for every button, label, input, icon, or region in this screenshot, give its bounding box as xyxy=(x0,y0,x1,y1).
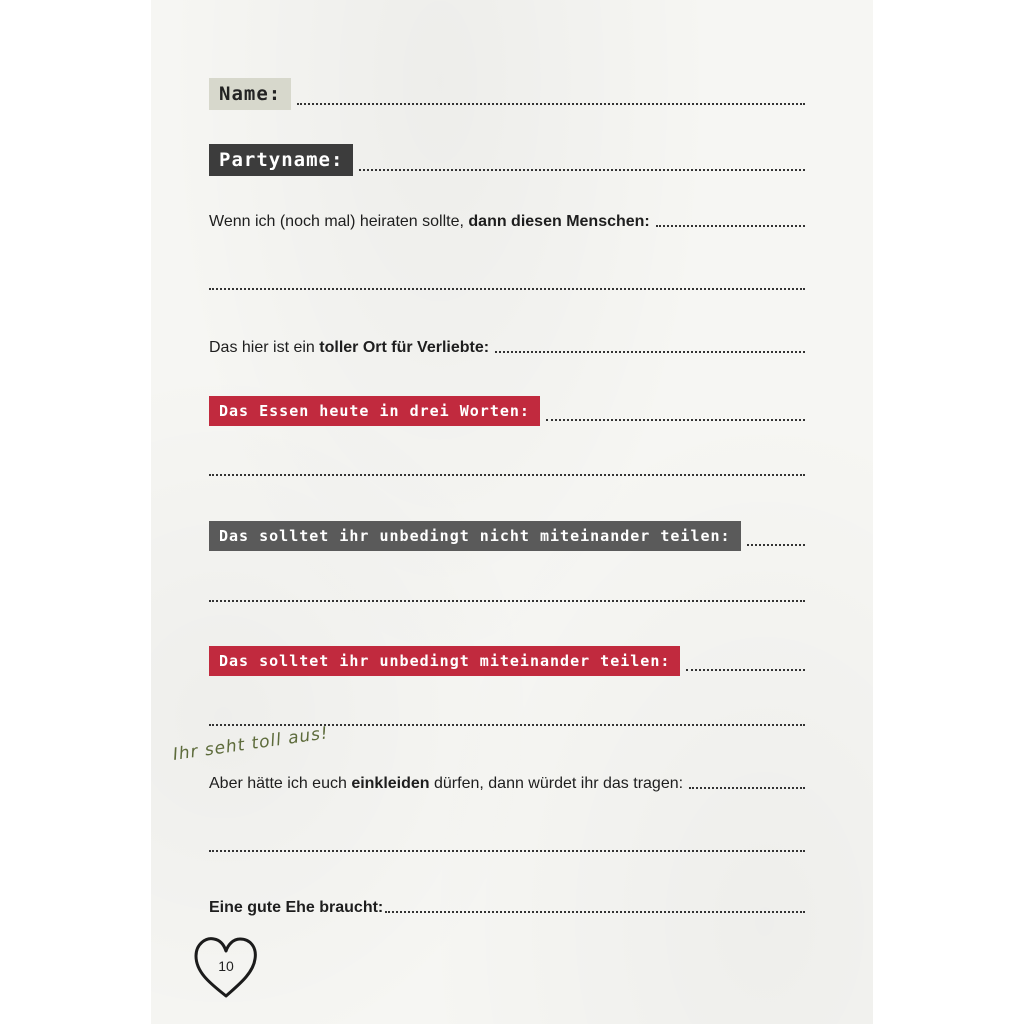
teilen-answer-line[interactable] xyxy=(686,669,805,671)
einkleiden-question xyxy=(209,774,683,794)
ehe-answer-line[interactable] xyxy=(385,911,805,913)
teilen-row xyxy=(209,646,805,676)
heiraten-answer-line-2[interactable] xyxy=(209,288,805,290)
essen-label: Das Essen heute in drei Worten: xyxy=(209,396,540,426)
heiraten-answer-line[interactable] xyxy=(656,225,805,227)
page-number: 10 xyxy=(218,958,234,974)
ehe-question xyxy=(209,898,383,918)
partyname-label: Partyname: xyxy=(209,144,353,176)
ort-question-prefix: Das hier ist ein xyxy=(209,339,320,356)
ehe-question-bold: Eine gute Ehe braucht: xyxy=(209,899,384,916)
essen-row xyxy=(209,396,805,426)
nicht-teilen-answer-line-2[interactable] xyxy=(209,600,805,602)
nicht-teilen-row xyxy=(209,521,805,551)
einkleiden-answer-line-2[interactable] xyxy=(209,850,805,852)
ort-answer-line[interactable] xyxy=(495,351,805,353)
ort-question xyxy=(209,338,489,358)
einkleiden-answer-line[interactable] xyxy=(689,787,805,789)
partyname-row xyxy=(209,144,805,176)
name-row xyxy=(209,78,805,110)
essen-answer-line-2[interactable] xyxy=(209,474,805,476)
heiraten-question-bold: dann diesen Menschen: xyxy=(468,213,650,230)
einkleiden-question-suffix: dürfen, dann würdet ihr das tragen: xyxy=(429,775,684,792)
ehe-row xyxy=(209,898,805,918)
nicht-teilen-label: Das solltet ihr unbedingt nicht miteinander teilen: xyxy=(209,521,741,551)
ort-row xyxy=(209,338,805,358)
name-label: Name: xyxy=(209,78,291,110)
nicht-teilen-answer-line[interactable] xyxy=(747,544,805,546)
heiraten-row xyxy=(209,212,805,232)
einkleiden-question-bold: einkleiden xyxy=(351,775,430,792)
heiraten-question-prefix: Wenn ich (noch mal) heiraten sollte, xyxy=(209,213,469,230)
handwritten-note: Ihr seht toll aus! xyxy=(171,723,330,765)
partyname-answer-line[interactable] xyxy=(359,169,805,171)
teilen-label: Das solltet ihr unbedingt miteinander teilen: xyxy=(209,646,680,676)
ort-question-bold: toller Ort für Verliebte: xyxy=(319,339,490,356)
einkleiden-row xyxy=(209,774,805,794)
teilen-answer-line-2[interactable] xyxy=(209,724,805,726)
einkleiden-question-prefix: Aber hätte ich euch xyxy=(209,775,352,792)
name-answer-line[interactable] xyxy=(297,103,805,105)
essen-answer-line[interactable] xyxy=(546,419,805,421)
heiraten-question xyxy=(209,212,650,232)
